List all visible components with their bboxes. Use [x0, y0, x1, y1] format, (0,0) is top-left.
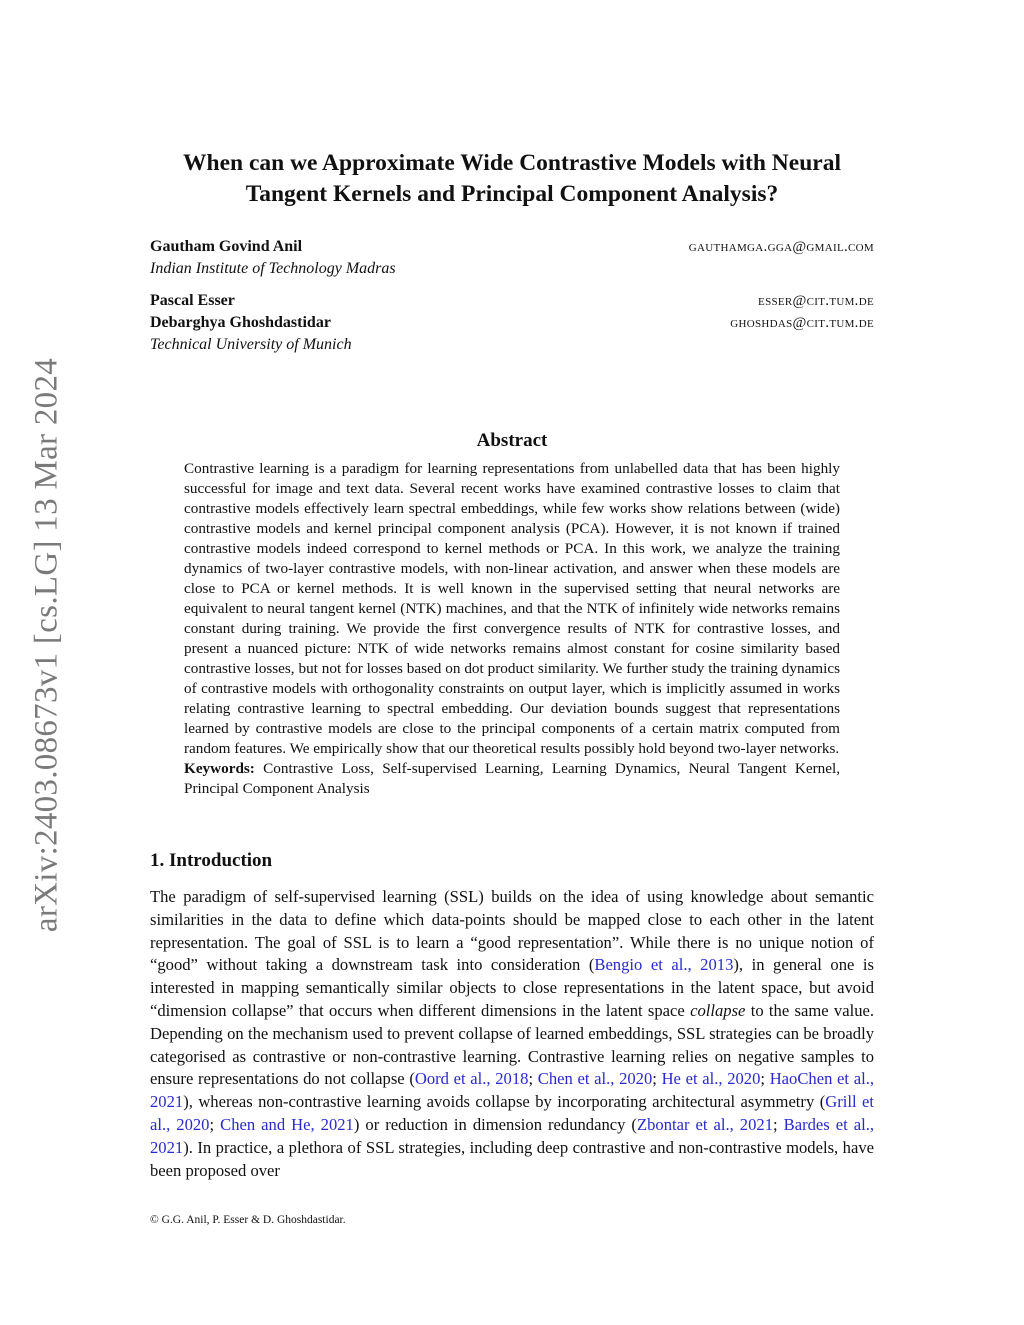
author-name: Debarghya Ghoshdastidar	[150, 314, 331, 331]
affiliation: Indian Institute of Technology Madras	[150, 260, 396, 277]
keywords-line	[184, 759, 840, 799]
citation-link[interactable]: Bardes et al., 2021	[150, 1114, 875, 1157]
intro-text: ) or reduction in dimension redundancy (	[353, 1114, 637, 1134]
citation-link[interactable]: Bengio et al., 2013	[594, 955, 734, 975]
keywords-text: Contrastive Loss, Self-supervised Learning, Learning Dynamics, Neural Tangent Kernel, Principal Component Analysis	[184, 760, 840, 797]
citation-link[interactable]: Zbontar et al., 2021	[636, 1114, 773, 1134]
intro-emphasis: collapse	[690, 1000, 746, 1020]
section-heading-introduction: 1. Introduction	[150, 850, 273, 871]
intro-separator: ;	[773, 1114, 784, 1134]
affiliation: Technical University of Munich	[150, 336, 352, 353]
abstract-heading: Abstract	[476, 430, 548, 451]
author-name: Pascal Esser	[150, 292, 235, 309]
author-name: Gautham Govind Anil	[150, 238, 303, 255]
author-group-1	[150, 236, 874, 280]
abstract-text: Contrastive learning is a paradigm for learning representations from unlabelled data that has been highly successful for image and text data. Several recent works have examined contrastive losses to claim that contrastive models effectively learn spectral embeddings, while few works show relations between (wide) contrastive models and kernel principal component analysis (PCA). However, it is not known if trained contrastive models indeed correspond to kernel methods or PCA. In this work, we analyze the training dynamics of two-layer contrastive models, with non-linear activation, and answer when these models are close to PCA or kernel methods. It is well known in the supervised setting that neural networks are equivalent to neural tangent kernel (NTK) machines, and that the NTK of infinitely wide networks remains constant during training. We provide the first convergence results of NTK for contrastive losses, and present a nuanced picture: NTK of wide networks remains almost constant for cosine similarity based contrastive losses, but not for losses based on dot product similarity. We further study the training dynamics of contrastive models with orthogonality constraints on output layer, which is implicitly assumed in works relating contrastive learning to spectral embedding. Our deviation bounds suggest that representations learned by contrastive models are close to the principal components of a certain matrix computed from random features. We empirically show that our theoretical results possibly hold beyond two-layer networks.	[184, 460, 840, 757]
intro-separator: ;	[652, 1069, 662, 1089]
copyright-footer: © G.G. Anil, P. Esser & D. Ghoshdastidar.	[150, 1214, 346, 1226]
author-group-2	[150, 290, 874, 356]
arxiv-id-text: arXiv:2403.08673v1 [cs.LG] 13 Mar 2024	[28, 357, 65, 933]
author-email[interactable]: gauthamga.gga@gmail.com	[688, 239, 874, 255]
intro-separator: ;	[528, 1069, 538, 1089]
citation-link[interactable]: Chen et al., 2020	[537, 1069, 653, 1089]
author-email[interactable]: ghoshdas@cit.tum.de	[730, 315, 874, 331]
intro-text: to the same value. Depending on the mechanism used to prevent collapse of learned embeddings, SSL strategies can be broadly categorised as contrastive or non-contrastive learning. Contrastive learning relies on negative samples to ensure representations do not collapse (	[150, 1000, 875, 1089]
intro-text: ), whereas non-contrastive learning avoids collapse by incorporating architectural asymmetry (	[183, 1092, 826, 1112]
citation-link[interactable]: HaoChen et al., 2021	[150, 1069, 874, 1112]
intro-text: ), in general one is interested in mapping semantically similar objects to close representations in the latent space, but avoid “dimension collapse” that occurs when different dimensions in the latent space	[150, 955, 874, 1020]
keywords-label: Keywords:	[184, 760, 255, 777]
author-email[interactable]: esser@cit.tum.de	[758, 293, 874, 309]
intro-text: The paradigm of self-supervised learning (SSL) builds on the idea of using knowledge about semantic similarities in the data to define which data-points should be mapped close to each other in the latent representation. The goal of SSL is to learn a “good representation”. While there is no unique notion of “good” without taking a downstream task into consideration (	[150, 887, 874, 975]
intro-separator: ;	[209, 1114, 221, 1134]
intro-text: ). In practice, a plethora of SSL strategies, including deep contrastive and non-contrastive models, have been proposed over	[150, 1137, 874, 1180]
introduction-paragraph	[150, 886, 874, 1182]
citation-link[interactable]: Grill et al., 2020	[150, 1092, 875, 1134]
citation-link[interactable]: He et al., 2020	[661, 1069, 761, 1089]
abstract-body	[184, 459, 840, 799]
intro-separator: ;	[760, 1069, 770, 1089]
arxiv-side-stamp	[26, 350, 68, 940]
paper-title: When can we Approximate Wide Contrastive Models with Neural Tangent Kernels and Principal Component Analysis?	[183, 150, 841, 207]
citation-link[interactable]: Oord et al., 2018	[414, 1069, 529, 1089]
citation-link[interactable]: Chen and He, 2021	[220, 1114, 354, 1134]
